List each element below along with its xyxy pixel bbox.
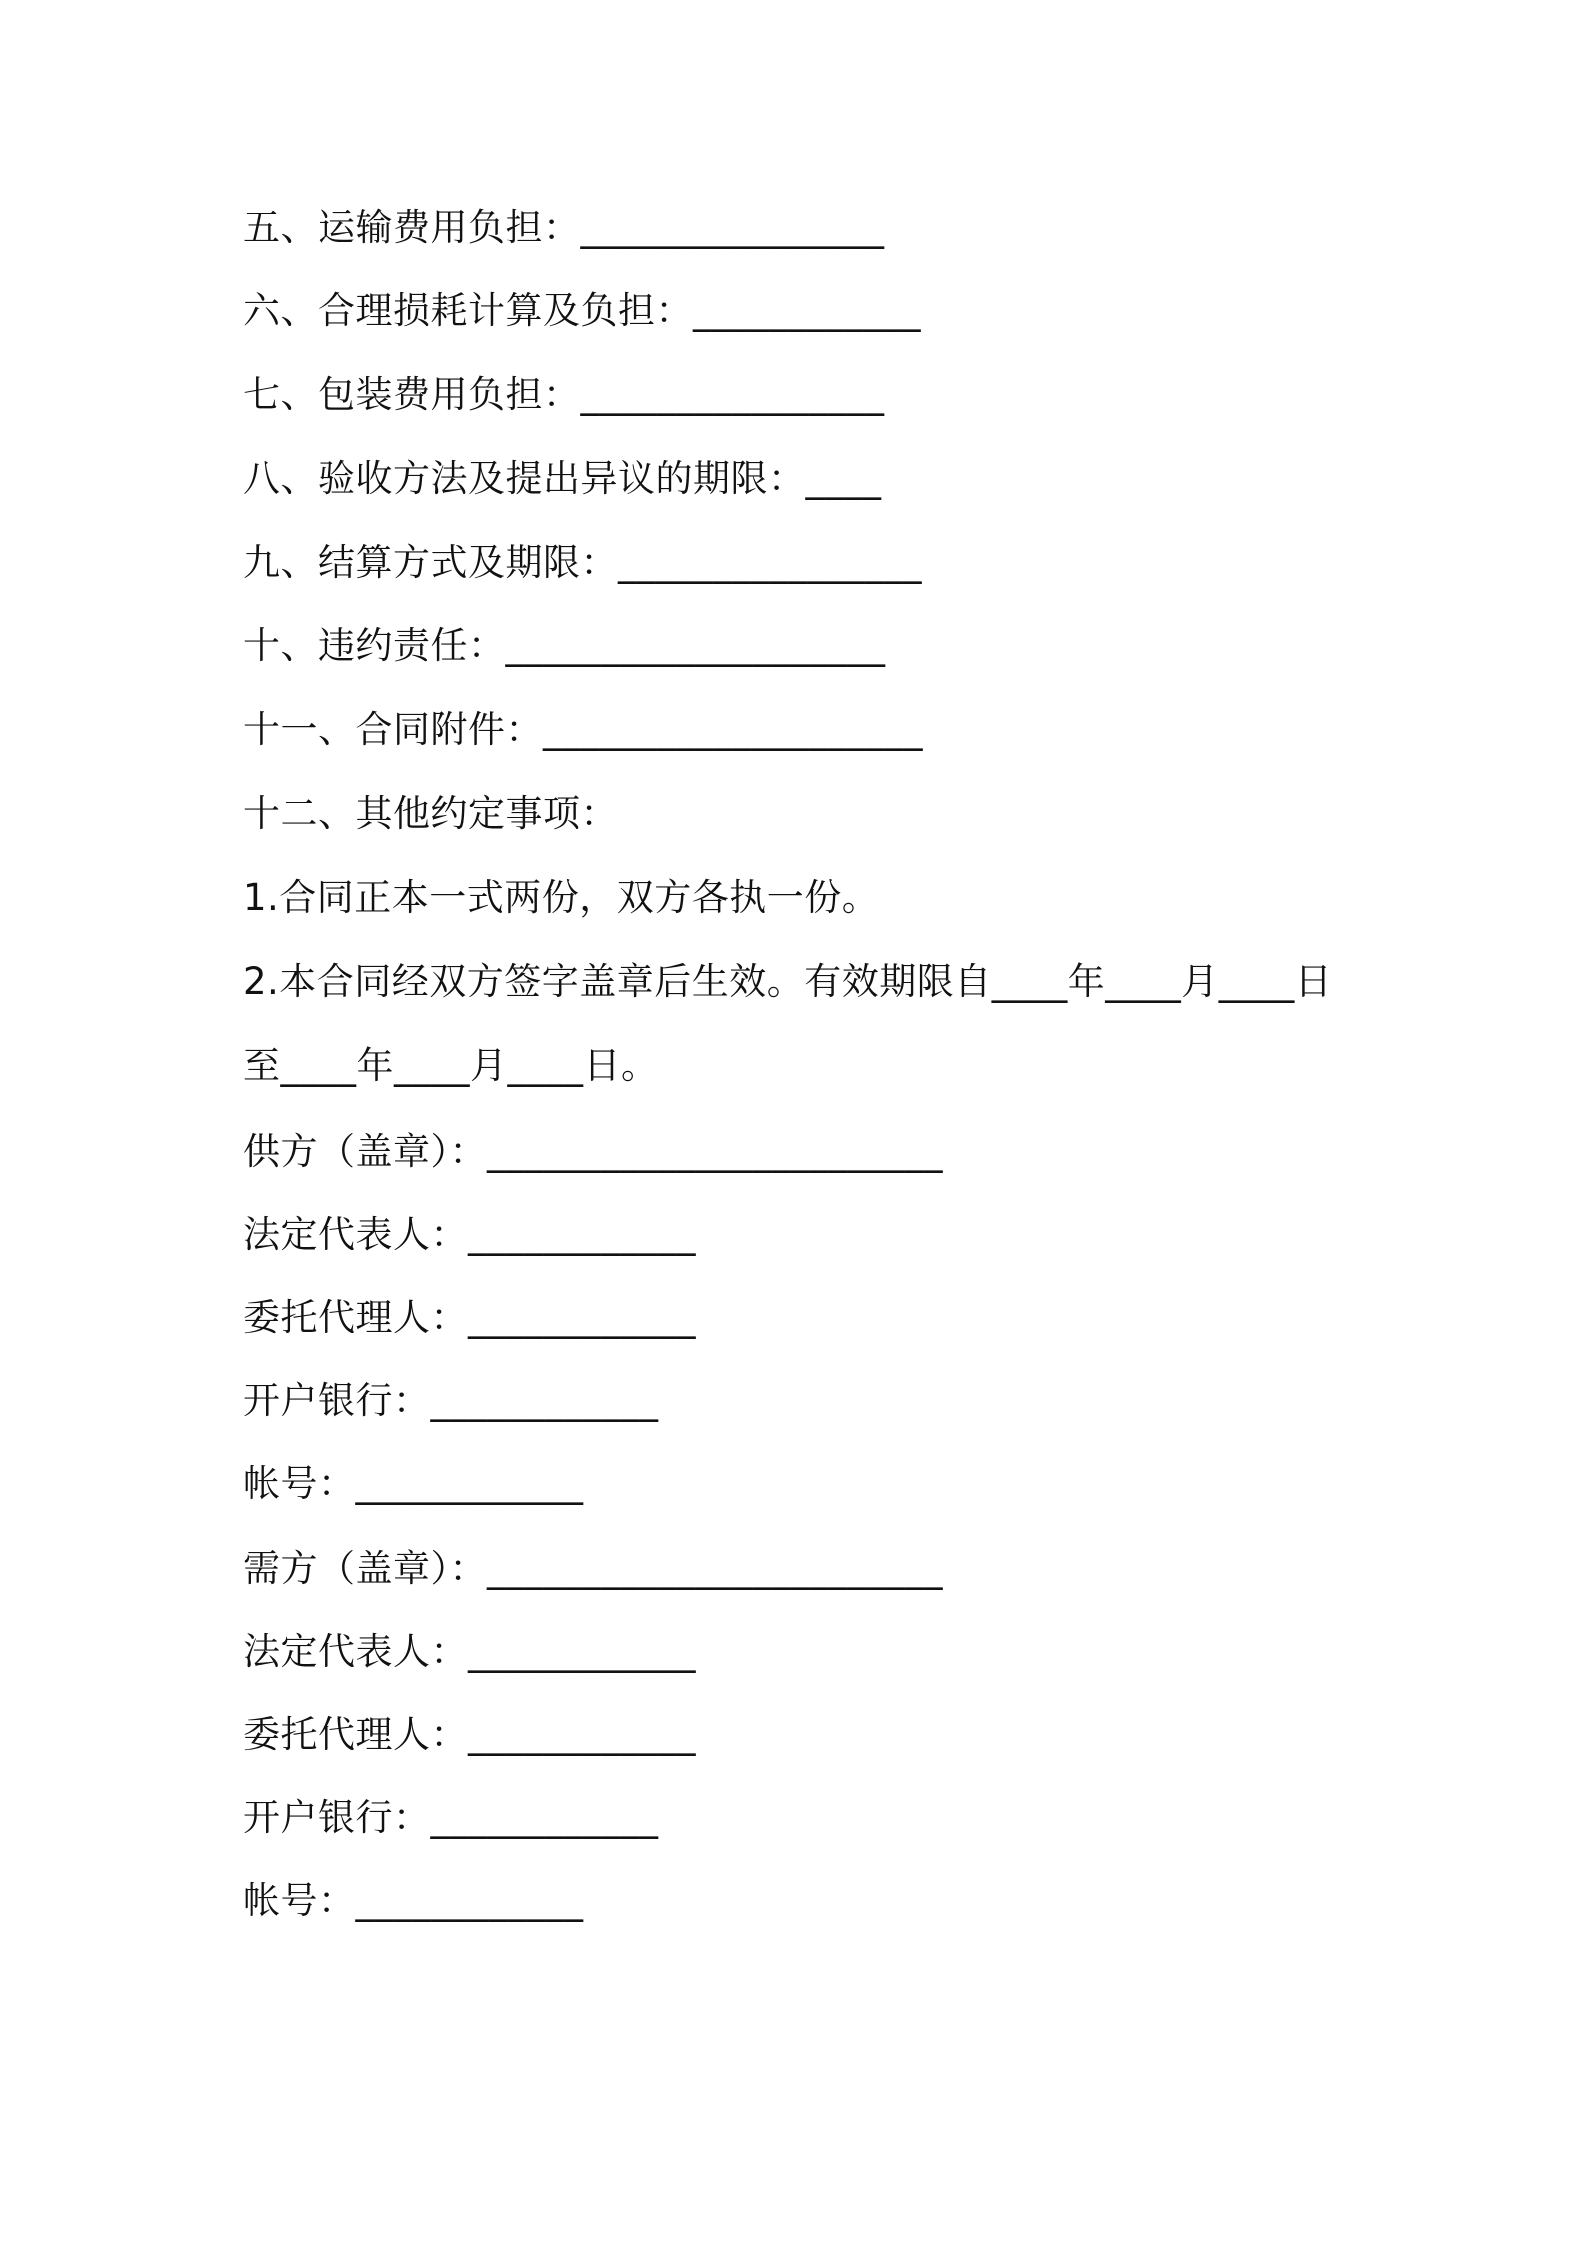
clause-7-packaging-cost: 七、包装费用负担：________________ [243, 373, 885, 416]
clause-11-attachments: 十一、合同附件：____________________ [243, 708, 923, 751]
supplier-seal: 供方（盖章）：________________________ [243, 1130, 943, 1173]
supplier-account: 帐号：____________ [243, 1462, 584, 1505]
clause-12-other-matters: 十二、其他约定事项： [243, 792, 618, 835]
buyer-account: 帐号：____________ [243, 1879, 584, 1922]
buyer-bank: 开户银行：____________ [243, 1796, 659, 1839]
supplier-bank: 开户银行：____________ [243, 1379, 659, 1422]
buyer-seal: 需方（盖章）：________________________ [243, 1547, 943, 1590]
supplier-legal-representative: 法定代表人：____________ [243, 1213, 696, 1256]
other-matter-2: 2.本合同经双方签字盖章后生效。有效期限自____年____月____日 [243, 960, 1333, 1003]
other-matter-1: 1.合同正本一式两份，双方各执一份。 [243, 876, 880, 919]
clause-10-liability: 十、违约责任：____________________ [243, 624, 886, 667]
supplier-agent: 委托代理人：____________ [243, 1296, 696, 1339]
buyer-agent: 委托代理人：____________ [243, 1713, 696, 1756]
clause-6-loss-calculation: 六、合理损耗计算及负担：____________ [243, 289, 921, 332]
buyer-legal-representative: 法定代表人：____________ [243, 1630, 696, 1673]
other-matter-2-continued: 至____年____月____日。 [243, 1044, 659, 1087]
clause-9-settlement: 九、结算方式及期限：________________ [243, 541, 922, 584]
clause-8-acceptance-method: 八、验收方法及提出异议的期限：____ [243, 457, 882, 500]
clause-5-transport-cost: 五、运输费用负担：________________ [243, 206, 885, 249]
